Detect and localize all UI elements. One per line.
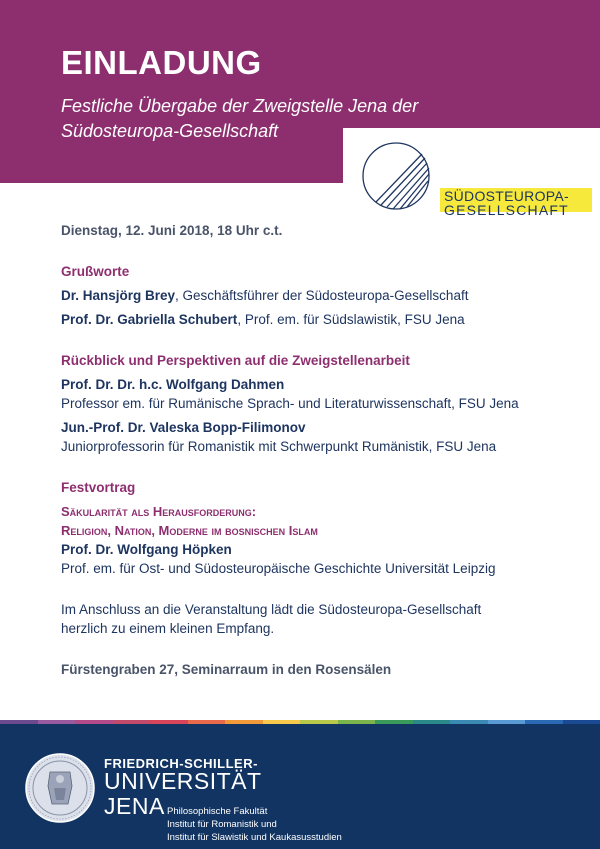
closing-line-2: herzlich zu einem kleinen Empfang. bbox=[61, 621, 275, 636]
faculty-info bbox=[167, 805, 342, 844]
talk-title-line-1: Säkularität als Herausforderung: bbox=[61, 504, 257, 519]
festvortrag-speaker-name: Prof. Dr. Wolfgang Höpken bbox=[61, 542, 232, 557]
subtitle-line-1: Festliche Übergabe der Zweigstelle Jena der bbox=[61, 96, 419, 116]
speaker-name: Dr. Hansjörg Brey bbox=[61, 288, 176, 303]
university-name-line-3: JENA bbox=[104, 793, 165, 819]
page-title: EINLADUNG bbox=[61, 44, 262, 81]
rueckblick-speaker-1-role: Professor em. für Rumänische Sprach- und Literaturwissenschaft, FSU Jena bbox=[61, 396, 519, 411]
event-date: Dienstag, 12. Juni 2018, 18 Uhr c.t. bbox=[61, 223, 283, 238]
rueckblick-speaker-1-name: Prof. Dr. Dr. h.c. Wolfgang Dahmen bbox=[61, 377, 285, 392]
logo-text-line-1: SÜDOSTEUROPA- bbox=[444, 188, 569, 204]
university-name-line-2: UNIVERSITÄT bbox=[104, 768, 262, 794]
speaker-role: , Prof. em. für Südslawistik, FSU Jena bbox=[237, 312, 465, 327]
page-subtitle bbox=[61, 94, 431, 144]
faculty-line-2: Institut für Romanistik und bbox=[167, 819, 277, 830]
university-name-line-1: FRIEDRICH-SCHILLER- bbox=[104, 756, 258, 771]
suedosteuropa-logo-icon bbox=[360, 140, 440, 220]
rueckblick-speaker-2-name: Jun.-Prof. Dr. Valeska Bopp-Filimonov bbox=[61, 420, 306, 435]
subtitle-line-2: Südosteuropa-Gesellschaft bbox=[61, 121, 279, 141]
program-content bbox=[61, 221, 581, 679]
university-seal-icon bbox=[24, 752, 96, 824]
faculty-line-1: Philosophische Fakultät bbox=[167, 806, 268, 817]
event-location: Fürstengraben 27, Seminarraum in den Rosensälen bbox=[61, 662, 392, 677]
heading-rueckblick: Rückblick und Perspektiven auf die Zweigstellenarbeit bbox=[61, 353, 410, 368]
talk-title-line-2: Religion, Nation, Moderne im bosnischen Islam bbox=[61, 523, 318, 538]
grusswort-speaker-2 bbox=[61, 310, 581, 329]
heading-festvortrag: Festvortrag bbox=[61, 480, 136, 495]
speaker-role: , Geschäftsführer der Südosteuropa-Gesellschaft bbox=[175, 288, 469, 303]
closing-line-1: Im Anschluss an die Veranstaltung lädt die Südosteuropa-Gesellschaft bbox=[61, 602, 482, 617]
logo-text-line-2: GESELLSCHAFT bbox=[444, 202, 569, 218]
faculty-line-3: Institut für Slawistik und Kaukasusstudien bbox=[167, 832, 342, 843]
rueckblick-speaker-2-role: Juniorprofessorin für Romanistik mit Schwerpunkt Rumänistik, FSU Jena bbox=[61, 439, 497, 454]
grusswort-speaker-1 bbox=[61, 286, 581, 305]
festvortrag-speaker-role: Prof. em. für Ost- und Südosteuropäische Geschichte Universität Leipzig bbox=[61, 561, 496, 576]
heading-grussworte: Grußworte bbox=[61, 264, 130, 279]
speaker-name: Prof. Dr. Gabriella Schubert bbox=[61, 312, 238, 327]
